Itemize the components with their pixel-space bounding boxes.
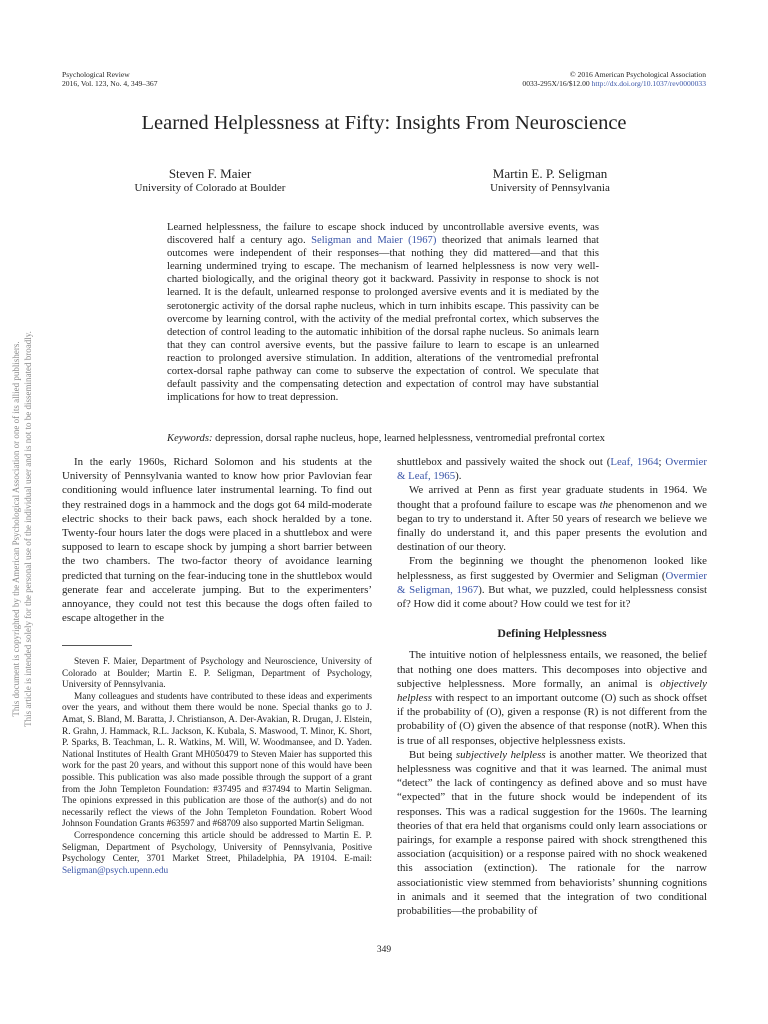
text-run: ). xyxy=(455,470,462,483)
keywords xyxy=(167,432,647,445)
author-block-1 xyxy=(120,166,300,196)
footnote-affiliations: Steven F. Maier, Department of Psychology and Neuroscience, University of Colorado at Boulder; Martin E. P. Seligman, Department of Psychology, University of Pennsylvania. xyxy=(62,657,372,691)
copyright-notice: © 2016 American Psychological Association xyxy=(569,70,706,79)
author-name: Martin E. P. Seligman xyxy=(492,166,608,181)
footnote-acknowledgments: Many colleagues and students have contributed to these ideas and experiments over the years, and without them there would be none. Special thanks go to J. Amat, S. Bland, M. Baratta, J. Christianson, A. Der-Avakian, R. Drugan, J. Elstein, R. Grahn, J. Hammack, R.L. Jackson, K. Kubala, S. Maswood, T. Minor, K. Short, P. Sparks, B. Teachman, L. R. Watkins, M. Will, W. Woodmansee, and D. Yaden. National Institutes of Health Grant MH050479 to Steven Maier has supported this work for the past 20 years, and without this support none of this would have been possible. This publication was also made possible through the support of a grant from the John Templeton Foundation: #37495 and #37494 to Martin Seligman. The opinions expressed in this publication are those of the author(s) and do not necessarily reflect the views of the John Templeton Foundation. Robert Wood Johnson Foundation Grants #63597 and #68709 also supported Martin Seligman. xyxy=(62,691,372,830)
body-paragraph xyxy=(397,483,707,554)
citation-link[interactable]: Overmier & Seligman, 1967 xyxy=(397,569,707,596)
abstract-part: theorized that animals learned that outcomes were independent of their responses—that nothing they did mattered—and that this learning undermined trying to escape. The mechanism of learned helplessness is now very well-charted biologically, and the original theory got it backward. Passivity in response to shock is not learned. It is the default, unlearned response to prolonged aversive events and it is mediated by the serotonergic activity of the dorsal raphe nucleus, which in turn inhibits escape. This passivity can be overcome by learning control, with the activity of the medial prefrontal cortex, which subserves the detection of control leading to the automatic inhibition of the dorsal raphe nucleus. So animals learn that they can control aversive events, but the passive failure to learn to escape is an unlearned reaction to prolonged aversive stimulation. In addition, alterations of the ventromedial prefrontal cortex-dorsal raphe pathway can come to subserve the expectation of control. We speculate that default passivity and the compensating detection and expectation of control may have substantial implications for how to treat depression. xyxy=(167,235,599,404)
copyright-side-notice xyxy=(10,299,34,759)
text-run: From the beginning we thought the phenomenon looked like helplessness, as first suggested by Overmier and Seligman ( xyxy=(397,555,707,582)
text-run: But being xyxy=(409,748,453,761)
doi-link[interactable]: http://dx.doi.org/10.1037/rev0000033 xyxy=(591,79,706,89)
correspondence-text: Correspondence concerning this article should be addressed to Martin E. P. Seligman, Department of Psychology, University of Pennsylvania, Positive Psychology Center, 3701 Market Street, Philadelphia, PA 19104. E-mail: xyxy=(62,830,372,865)
abstract-part: Learned helplessness, the failure to escape shock induced by uncontrollable aversive events, was discovered half a century ago. xyxy=(167,222,599,247)
footnote-divider xyxy=(62,645,132,646)
copyright-header xyxy=(346,70,706,89)
keywords-text: depression, dorsal raphe nucleus, hope, learned helplessness, ventromedial prefrontal cortex xyxy=(215,433,605,444)
journal-header xyxy=(62,70,362,89)
author-name: Steven F. Maier xyxy=(168,166,252,181)
citation-link[interactable]: Seligman and Maier (1967) xyxy=(311,235,437,247)
footnote-correspondence xyxy=(62,831,372,877)
email-link[interactable]: Seligman@psych.upenn.edu xyxy=(62,865,169,876)
keywords-label: Keywords: xyxy=(167,433,213,444)
citation-link[interactable]: Overmier & Leaf, 1965 xyxy=(397,456,707,483)
section-heading: Defining Helplessness xyxy=(497,626,607,641)
body-paragraph: In the early 1960s, Richard Solomon and his students at the University of Pennsylvania wanted to know how prior Pavlovian fear conditioning would influence later instrumental learning. To find out they restrained dogs in a hammock and the dogs got 64 mild-moderate electric shocks to their back paws, each shock heralded by a tone. Twenty-four hours later the dogs were placed in a shuttlebox and were supposed to learn to escape shock by jumping a short barrier between the two chambers. The two-factor theory of avoidance learning predicted that turning on the fear-inducing tone in the shuttlebox would generate fear and accelerate jumping. But to the experimenters’ annoyance, they could not test this because the dogs often failed to escape altogether in the xyxy=(62,456,372,625)
text-run: phenomenon and we began to try to understand it. After 50 years of research we believe we finally do understand it, and this paper presents the evolution and destination of our theory. xyxy=(397,498,707,554)
body-paragraph xyxy=(397,455,707,483)
journal-volume: 2016, Vol. 123, No. 4, 349–367 xyxy=(62,79,158,89)
emphasis: objectively helpless xyxy=(397,677,707,705)
text-run: is another matter. We theorized that helplessness was cognitive and that it was learned. The animal must “detect” the lack of contingency as defined above and so must have “expected” that in the future shock would be independent of its responses. This was a radical suggestion for the 1960s. The learning theories of that era held that organisms could only learn associations or pairings, for example a response paired with shock strengthened this association (acquisition) or a response paired with no shock weakened this association (extinction). The rationale for the narrow associationistic view stemmed from behaviorists’ shunning cognitions in animals and it seemed that the integration of two conditional probabilities—the probability of xyxy=(397,748,707,918)
side-notice-line: This document is copyrighted by the American Psychological Association or one of its allied publishers. xyxy=(11,341,21,717)
author-block-2 xyxy=(450,166,650,196)
emphasis: subjectively helpless xyxy=(455,748,546,761)
citation-link[interactable]: Leaf, 1964 xyxy=(610,456,659,468)
abstract-text xyxy=(167,221,599,404)
issn: 0033-295X/16/$12.00 xyxy=(522,79,590,89)
text-run: with respect to an important outcome (O) such as shock offset if the probability of (O), given a response (R) is not different from the probability of (O) given the absence of that response (notR). When this is true of all responses, objective helplessness exists. xyxy=(397,692,707,747)
right-column xyxy=(397,455,707,918)
journal-name: Psychological Review xyxy=(62,70,130,79)
page-number: 349 xyxy=(376,945,392,955)
body-paragraph xyxy=(397,748,707,918)
emphasis: the xyxy=(599,498,613,511)
text-run: ; xyxy=(658,456,666,468)
side-notice-line: This article is intended solely for the personal use of the individual user and is not to be disseminated broadly. xyxy=(23,331,33,727)
left-column xyxy=(62,455,372,625)
footnotes xyxy=(62,657,372,877)
abstract xyxy=(167,221,599,404)
text-run: shuttlebox and passively waited the shock out ( xyxy=(397,456,611,468)
body-paragraph xyxy=(397,554,707,611)
body-paragraph xyxy=(397,648,707,747)
article-title: Learned Helplessness at Fifty: Insights From Neuroscience xyxy=(141,112,627,134)
author-affiliation: University of Colorado at Boulder xyxy=(134,182,286,194)
text-run: The intuitive notion of helplessness entails, we reasoned, the belief that nothing one does matters. This decomposes into objective and subjective helplessness. More formally, an animal is xyxy=(397,649,707,690)
issn-doi-line xyxy=(346,79,706,88)
author-affiliation: University of Pennsylvania xyxy=(490,182,610,194)
text-run: We arrived at Penn as first year graduate students in 1964. We thought that a profound failure to escape was xyxy=(397,484,707,511)
text-run: ). But what, we puzzled, could helplessness consist of? How did it come about? How could we test for it? xyxy=(397,583,707,611)
